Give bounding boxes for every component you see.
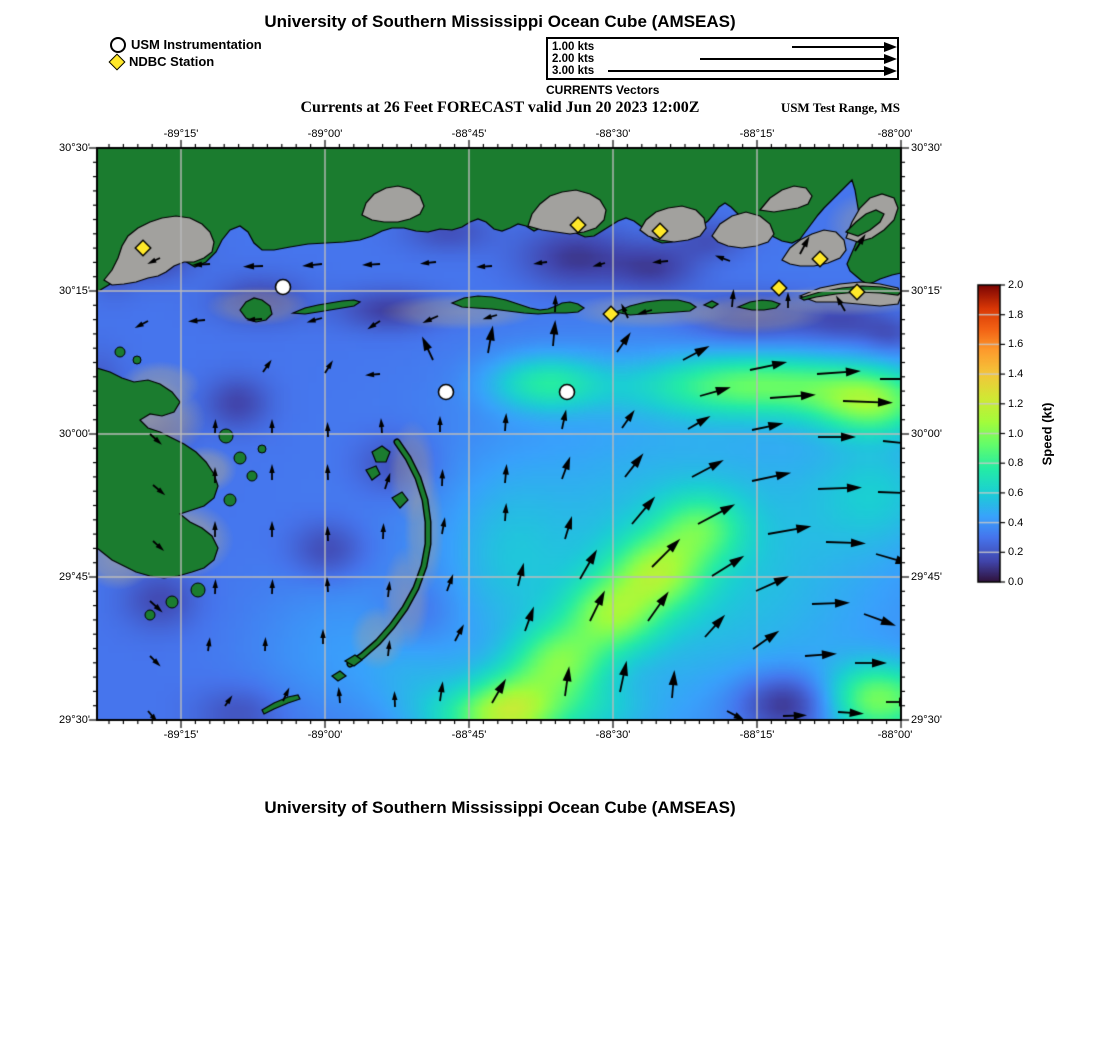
lon-tick-label-top: -89°00' — [307, 128, 343, 140]
vector-scale-line — [792, 46, 884, 48]
lon-tick-label-top: -88°45' — [451, 128, 487, 140]
lat-tick-label-right: 30°30' — [911, 142, 942, 154]
lon-tick-label-top: -88°00' — [877, 128, 913, 140]
forecast-subtitle: Currents at 26 Feet FORECAST valid Jun 20 2023 12:00Z — [300, 99, 700, 116]
colorbar-tick-label: 0.2 — [1008, 546, 1024, 559]
lat-tick-label-right: 29°30' — [911, 714, 942, 726]
lat-tick-label-left: 30°00' — [59, 428, 90, 440]
colorbar-tick-label: 0.6 — [1008, 486, 1024, 499]
map-canvas — [75, 128, 919, 740]
vector-scale-row-label: 2.00 kts — [552, 53, 595, 65]
lon-tick-label-bottom: -89°15' — [163, 729, 199, 741]
lon-tick-label-bottom: -88°00' — [877, 729, 913, 741]
lat-tick-label-left: 30°30' — [59, 142, 90, 154]
lat-tick-label-right: 30°15' — [911, 285, 942, 297]
vector-arrowhead-icon — [884, 42, 897, 52]
vector-arrowhead-icon — [884, 54, 897, 64]
vector-scale-row-label: 1.00 kts — [552, 41, 595, 53]
marker-legend — [110, 36, 262, 70]
vector-scale-line — [700, 58, 884, 60]
colorbar-tick-label: 0.8 — [1008, 457, 1024, 470]
lat-tick-label-left: 29°30' — [59, 714, 90, 726]
lon-tick-label-top: -89°15' — [163, 128, 199, 140]
legend-item-label: USM Instrumentation — [131, 37, 262, 52]
lat-tick-label-right: 30°00' — [911, 428, 942, 440]
lat-tick-label-left: 29°45' — [59, 571, 90, 583]
lon-tick-label-top: -88°15' — [739, 128, 775, 140]
lon-tick-label-bottom: -88°15' — [739, 729, 775, 741]
legend-item-label: NDBC Station — [129, 54, 215, 69]
colorbar-tick-label: 0.4 — [1008, 516, 1024, 529]
colorbar-tick-label: 1.4 — [1008, 368, 1024, 381]
lon-tick-label-top: -88°30' — [595, 128, 631, 140]
range-label: USM Test Range, MS — [780, 100, 900, 115]
vector-scale-box — [546, 37, 899, 80]
legend-item-ndbc — [110, 53, 262, 70]
colorbar-tick-label: 1.2 — [1008, 397, 1024, 410]
lat-tick-label-left: 30°15' — [59, 285, 90, 297]
ndbc-diamond-icon — [109, 53, 126, 70]
usm-circle-icon — [110, 37, 126, 53]
colorbar-tick-label: 0.0 — [1008, 576, 1024, 588]
vector-scale-row-label: 3.00 kts — [552, 65, 595, 77]
legend-item-usm — [110, 36, 262, 53]
lon-tick-label-bottom: -88°45' — [451, 729, 487, 741]
figure-title: University of Southern Mississippi Ocean Cube (AMSEAS) — [264, 12, 736, 31]
colorbar-tick-label: 1.6 — [1008, 338, 1024, 351]
lat-tick-label-right: 29°45' — [911, 571, 942, 583]
lon-tick-label-bottom: -89°00' — [307, 729, 343, 741]
colorbar-tick-label: 1.8 — [1008, 308, 1024, 321]
colorbar-tick-label: 2.0 — [1008, 279, 1024, 291]
colorbar-tick-label: 1.0 — [1008, 427, 1024, 440]
footer-title: University of Southern Mississippi Ocean Cube (AMSEAS) — [264, 798, 736, 817]
lon-tick-label-bottom: -88°30' — [595, 729, 631, 741]
vector-scale-line — [608, 70, 884, 72]
vector-arrowhead-icon — [884, 66, 897, 76]
currents-vectors-label: CURRENTS Vectors — [546, 83, 660, 97]
speed-axis-label: Speed (kt) — [1039, 402, 1055, 466]
